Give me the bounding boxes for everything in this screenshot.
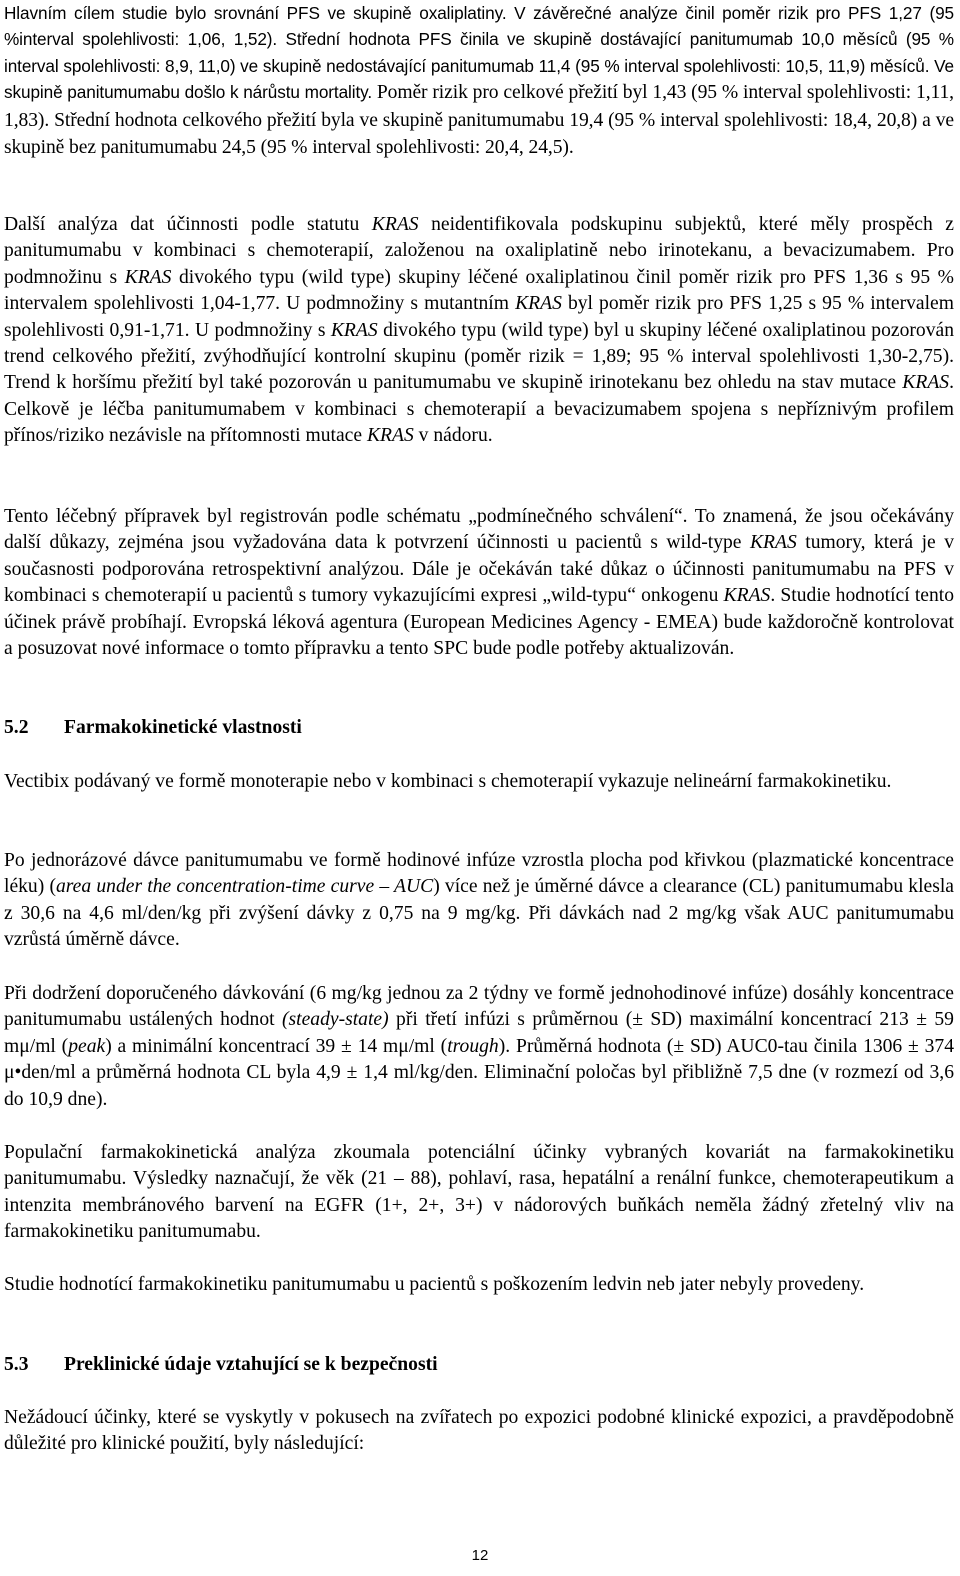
- paragraph-conditional-approval: [4, 504, 954, 662]
- kras-term: KRAS: [124, 266, 172, 288]
- text-run: divokého typu (wild type) byl u skupiny léčené oxaliplatinou pozorován trend celkového přežití, zvýhodňující kontrolní skupinu (poměr rizik = 1,89; 95 % interval spolehlivosti 1,30-2,75). Trend k horšímu přežití byl také pozorován u panitumumabu ve skupině irinotekanu bez ohledu na stav mutace: [4, 319, 954, 394]
- text-run: ) více než je úměrné dávce a clearance (CL) panitumumabu klesla z 30,6 na 4,6 ml/den/kg při zvýšení dávky z 0,75 na 9 mg/kg. Při dávkách nad 2 mg/kg však AUC panitumumabu vzrůstá úměrně dávce.: [4, 876, 955, 951]
- trough-term: trough: [447, 1035, 499, 1057]
- auc-term: area under the concentration-time curve – AUC: [55, 876, 434, 898]
- paragraph-preclinical: Nežádoucí účinky, které se vyskytly v pokusech na zvířatech po expozici podobné klinické expozici, a pravděpodobně důležité pro klinické použití, byly následující:: [4, 1407, 954, 1455]
- kras-term: KRAS: [515, 293, 562, 315]
- kras-term: KRAS: [330, 319, 378, 341]
- kras-term: KRAS: [902, 372, 950, 394]
- text-run: . Studie hodnotící tento účinek právě probíhají. Evropská léková agentura (European Medicines Agency - EMEA) bude každoročně kontrolovat a posuzovat nové informace o tomto přípravku a tento SPC bude podle potřeby aktualizován.: [4, 585, 954, 660]
- text-run: divokého typu (wild type) skupiny léčené oxaliplatinou činil poměr rizik pro PFS 1,36 s 95 % intervalem spolehlivosti 1,04-1,77. U podmnožiny s mutantním: [4, 266, 954, 315]
- paragraph-impairment: Studie hodnotící farmakokinetiku panitumumabu u pacientů s poškozením ledvin neb jater nebyly provedeny.: [4, 1274, 865, 1295]
- text-run: byl poměr rizik pro PFS 1,25 s 95 % intervalem spolehlivosti 0,91-1,71. U podmnožiny s: [4, 293, 954, 341]
- steady-state-term: (steady-state): [282, 1009, 389, 1031]
- text-run: v nádoru.: [413, 425, 493, 447]
- peak-term: peak: [68, 1035, 106, 1057]
- paragraph-kras-analysis: [4, 212, 954, 450]
- paragraph-os-text: Poměr rizik pro celkové přežití byl 1,43 (95 % interval spolehlivosti: 1,11, 1,83). Střední hodnota celkového přežití byla ve skupině panitumumabu 19,4 (95 % interval spolehlivosti: 18,4, 20,8) a ve skupině bez panitumumabu 24,5 (95 % interval spolehlivosti: 20,4, 24,5).: [4, 82, 954, 159]
- text-run: Po jednorázové dávce panitumumabu ve formě hodinové infúze vzrostla plocha pod křivkou (plazmatické koncentrace léku) (: [4, 850, 954, 898]
- text-run: ). Průměrná hodnota (± SD) AUC0-tau činila 1306 ± 374 μ•den/ml a průměrná hodnota CL byla 4,9 ± 1,4 ml/kg/den. Eliminační poločas byl přibližně 7,5 dne (v rozmezí od 3,6 do 10,9 dne).: [4, 1035, 954, 1110]
- text-run: . Celkově je léčba panitumumabem v kombinaci s chemoterapií a bevacizumabem spojena s nepříznivým profilem přínos/riziko nezávisle na přítomnosti mutace: [4, 372, 954, 447]
- kras-term: KRAS: [371, 214, 419, 235]
- paragraph-pfs-text: Hlavním cílem studie bylo srovnání PFS ve skupině oxaliplatiny. V závěrečné analýze činil poměr rizik pro PFS 1,27 (95 %interval spolehlivosti: 1,06, 1,52). Střední hodnota PFS činila ve skupině dostávající panitumumab 10,0 měsíců (95 % interval spolehlivosti: 8,9, 11,0) ve skupině nedostávající panitumumab 11,4 (95 % interval spolehlivosti: 10,5, 11,9) měsíců. Ve skupině panitumumabu došlo k nárůstu mortality.: [4, 3, 954, 103]
- section-heading-5-2: [4, 715, 302, 741]
- text-run: Tento léčebný přípravek byl registrován podle schématu „podmínečného schválení“. To znamená, že jsou očekávány další důkazy, zejména jsou vyžadována data k potvrzení účinnosti u pacientů s wild-type: [4, 506, 954, 554]
- paragraph-single-dose: [4, 848, 954, 954]
- paragraph-pk-intro: Vectibix podávaný ve formě monoterapie nebo v kombinaci s chemoterapií vykazuje nelineární farmakokinetiku.: [4, 771, 892, 792]
- section-number: 5.2: [4, 717, 29, 738]
- text-run: tumory, která je v současnosti podporována retrospektivní analýzou. Dále je očekáván také důkaz o účinnosti panitumumabu na PFS v kombinaci s chemoterapií u pacientů s tumory vykazujícími expresi „wild-typu“ onkogenu: [4, 532, 954, 607]
- paragraph-population-pk: Populační farmakokinetická analýza zkoumala potenciální účinky vybraných kovariát na farmakokinetiku panitumumabu. Výsledky naznačují, že věk (21 – 88), pohlaví, rasa, hepatální a renální funkce, chemoterapeutikum a intenzita membránového barvení na EGFR (1+, 2+, 3+) v nádorových buňkách neměla žádný zřetelný vliv na farmakokinetiku panitumumabu.: [4, 1142, 954, 1243]
- page-number: 12: [471, 1547, 489, 1564]
- text-run: neidentifikovala podskupinu subjektů, které měly prospěch z panitumumabu v kombinaci s chemoterapií, založenou na oxaliplatině nebo irinotekanu, a bevacizumabem. Pro podmnožinu s: [4, 214, 954, 288]
- section-title: Preklinické údaje vztahující se k bezpečnosti: [64, 1354, 438, 1375]
- paragraph-steady-state: [4, 981, 954, 1113]
- text-run: Další analýza dat účinnosti podle statutu: [4, 214, 372, 235]
- text-run: ) a minimální koncentrací 39 ± 14 mμ/ml (: [105, 1035, 448, 1057]
- paragraph-pfs-results: [4, 0, 954, 161]
- kras-term: KRAS: [749, 532, 797, 554]
- section-title: Farmakokinetické vlastnosti: [64, 717, 302, 738]
- text-run: Při dodržení doporučeného dávkování (6 mg/kg jednou za 2 týdny ve formě jednohodinové infúze) dosáhly koncentrace panitumumabu ustálených hodnot: [4, 983, 954, 1031]
- kras-term: KRAS: [723, 585, 771, 607]
- section-heading-5-3: [4, 1352, 438, 1378]
- text-run: při třetí infúzi s průměrnou (± SD) maximální koncentrací 213 ± 59 mμ/ml (: [4, 1009, 954, 1057]
- section-number: 5.3: [4, 1354, 29, 1375]
- kras-term: KRAS: [366, 425, 414, 447]
